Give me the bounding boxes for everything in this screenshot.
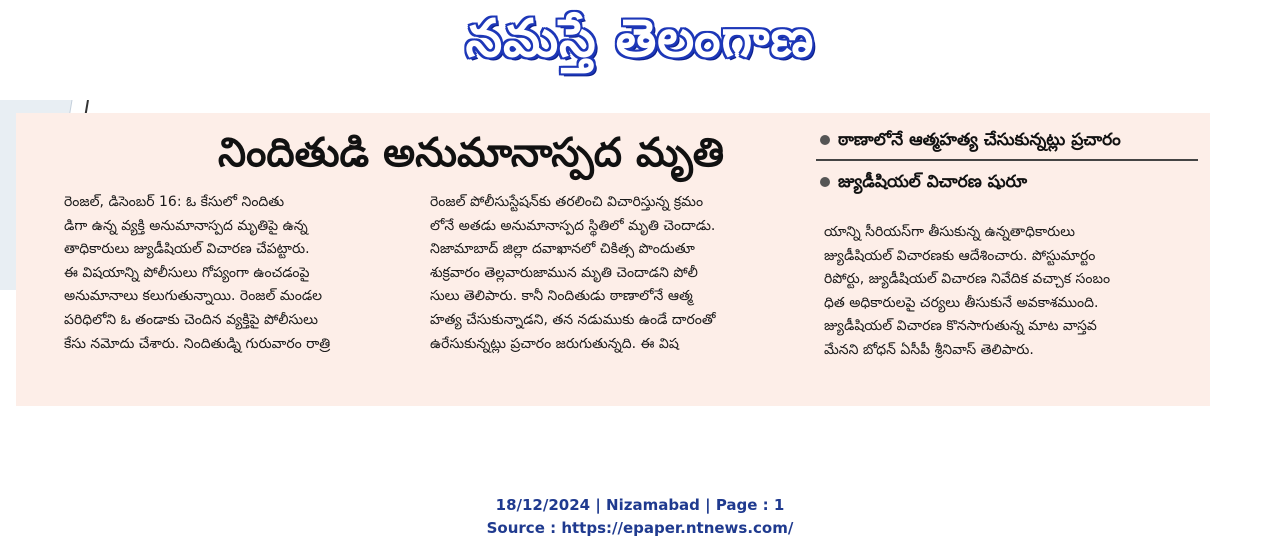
body-text-line: శుక్రవారం తెల్లవారుజామున మృతి చెందాడని పోలీ — [430, 264, 698, 281]
article-column-3 — [824, 221, 1196, 421]
body-text-line: లోనే అతడు అనుమానాస్పద స్థితిలో మృతి చెందాడు. — [430, 217, 716, 234]
bullet-icon — [820, 135, 830, 145]
body-text-line: రెంజల్ పోలీసుస్టేషన్‌కు తరలించి విచారిస్తున్న క్రమం — [430, 194, 704, 210]
body-text-line: ఈ విషయాన్ని పోలీసులు గోప్యంగా ఉంచడంపై — [64, 264, 310, 281]
page-footer — [0, 494, 1280, 540]
subhead-divider — [816, 159, 1198, 161]
body-text-line: ధిత అధికారులపై చర్యలు తీసుకునే అవకాశముంది. — [824, 294, 1099, 311]
edition-info: 18/12/2024 | Nizamabad | Page : 1 — [495, 496, 785, 514]
body-text-line: జ్యుడీషియల్ విచారణకు ఆదేశించారు. పోస్టుమార్టం — [824, 247, 1096, 264]
body-text-line: సులు తెలిపారు. కానీ నిందితుడు ఠాణాలోనే ఆత్మ — [430, 288, 693, 305]
body-text-line: పరిధిలోని ఓ తండాకు చెందిన వ్యక్తిపై పోలీసులు — [64, 311, 318, 328]
body-text-line: జ్యుడీషియల్ విచారణ కొనసాగుతున్న మాట వాస్తవ — [824, 318, 1097, 335]
article-subheads — [816, 123, 1198, 199]
source-link[interactable]: Source : https://epaper.ntnews.com/ — [486, 519, 794, 537]
body-text-line: రెంజల్, డిసెంబర్ 16: ఓ కేసులో నిందితు — [64, 194, 285, 210]
bullet-icon — [820, 177, 830, 187]
body-text-line: రిపోర్టు, జ్యుడీషియల్ విచారణ నివేదిక వచ్చాక సంబం — [824, 271, 1111, 288]
body-text-line: కేసు నమోదు చేశారు. నిందితుడ్ని గురువారం రాత్రి — [64, 335, 331, 352]
article-column-2 — [430, 191, 796, 391]
body-text-line: డిగా ఉన్న వ్యక్తి అనుమానాస్పద మృతిపై ఉన్న — [64, 217, 308, 234]
article-column-1 — [64, 191, 402, 391]
subhead-item — [816, 165, 1198, 199]
body-text-line: తాధికారులు జ్యుడీషియల్ విచారణ చేపట్టారు. — [64, 241, 310, 258]
newspaper-masthead — [440, 2, 840, 76]
body-text-line: హత్య చేసుకున్నాడని, తన నడుముకు ఉండే దారంతో — [430, 311, 716, 328]
article-headline: నిందితుడి అనుమానాస్పద మృతి — [217, 130, 724, 176]
body-text-line: మేనని బోధన్ ఏసీపీ శ్రీనివాస్ తెలిపారు. — [824, 341, 1034, 358]
body-text-line: యాన్ని సీరియస్‌గా తీసుకున్న ఉన్నతాధికారులు — [824, 224, 1076, 240]
body-text-line: నిజామాబాద్ జిల్లా దవాఖానలో చికిత్స పొందుతూ — [430, 241, 695, 258]
news-article — [16, 113, 1210, 406]
subhead-text: జ్యుడీషియల్ విచారణ షురూ — [838, 172, 1028, 192]
body-text-line: అనుమానాలు కలుగుతున్నాయి. రెంజల్ మండల — [64, 288, 323, 305]
body-text-line: ఉరేసుకున్నట్లు ప్రచారం జరుగుతున్నది. ఈ విష — [430, 335, 679, 352]
subhead-text: ఠాణాలోనే ఆత్మహత్య చేసుకున్నట్లు ప్రచారం — [838, 130, 1121, 150]
masthead-logo-text: నమస్తే తెలంగాణ — [465, 9, 815, 69]
subhead-item — [816, 123, 1198, 157]
